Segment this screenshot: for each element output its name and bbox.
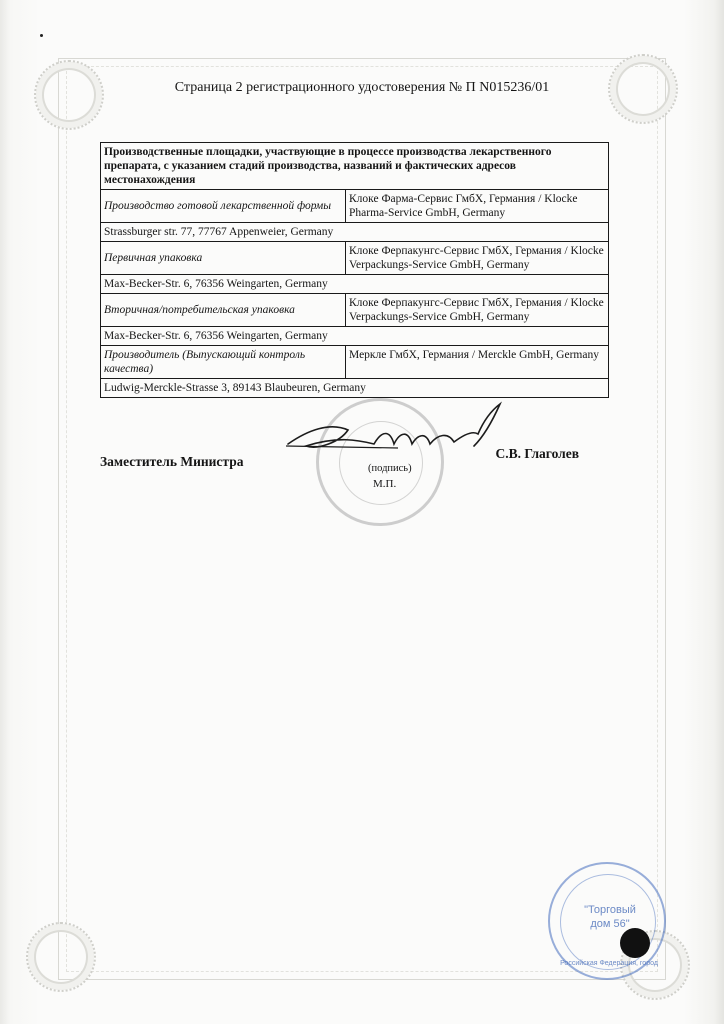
handwritten-signature: [278, 400, 518, 460]
stamp-text: дом 56": [590, 918, 630, 930]
table-row: [101, 223, 609, 242]
table-row: [101, 242, 609, 275]
stage-cell: Первичная упаковка: [101, 242, 346, 275]
table-header-row: [101, 143, 609, 190]
company-cell: Меркле ГмбХ, Германия / Merckle GmbH, Germany: [346, 346, 609, 379]
signer-position: Заместитель Министра: [100, 454, 244, 469]
address-cell: Max-Becker-Str. 6, 76356 Weingarten, Germany: [101, 327, 609, 346]
rosette-ornament: [26, 922, 96, 992]
company-stamp: [548, 862, 666, 980]
company-cell: Клоке Фарма-Сервис ГмбХ, Германия / Klocke Pharma-Service GmbH, Germany: [346, 190, 609, 223]
table-row: [101, 294, 609, 327]
production-sites-table: [100, 142, 609, 398]
table-row: [101, 190, 609, 223]
address-cell: Strassburger str. 77, 77767 Appenweier, Germany: [101, 223, 609, 242]
punch-hole-mark: [620, 928, 650, 958]
table-row: [101, 379, 609, 398]
stage-cell: Производство готовой лекарственной формы: [101, 190, 346, 223]
table-row: [101, 346, 609, 379]
company-cell: Клоке Ферпакунгс-Сервис ГмбХ, Германия / Klocke Verpackungs-Service GmbH, Germany: [346, 242, 609, 275]
stamp-text: "Торговый: [584, 904, 636, 916]
scan-speck: [40, 34, 43, 37]
stage-cell: Вторичная/потребительская упаковка: [101, 294, 346, 327]
table-heading: Производственные площадки, участвующие в процессе производства лекарственного препарата, с указанием стадий производства, названий и фактических адресов местонахождения: [101, 143, 609, 190]
stamp-edge-text: Российская Федерация, город: [560, 960, 658, 967]
company-cell: Клоке Ферпакунгс-Сервис ГмбХ, Германия / Klocke Verpackungs-Service GmbH, Germany: [346, 294, 609, 327]
table-row: [101, 327, 609, 346]
address-cell: Ludwig-Merckle-Strasse 3, 89143 Blaubeuren, Germany: [101, 379, 609, 398]
address-cell: Max-Becker-Str. 6, 76356 Weingarten, Germany: [101, 275, 609, 294]
seal-caption: М.П.: [373, 478, 397, 490]
signature-caption: (подпись): [368, 463, 412, 474]
table-row: [101, 275, 609, 294]
stage-cell: Производитель (Выпускающий контроль качества): [101, 346, 346, 379]
page-title: Страница 2 регистрационного удостоверения № П N015236/01: [174, 80, 550, 95]
signer-name: С.В. Глаголев: [495, 446, 579, 461]
